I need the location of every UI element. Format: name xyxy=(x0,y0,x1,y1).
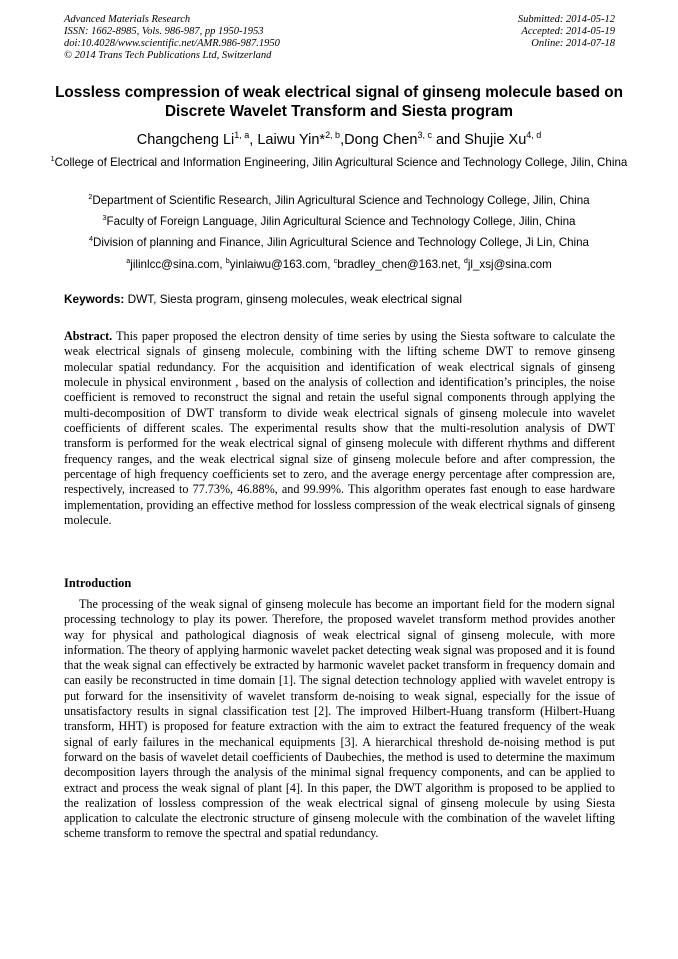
email-mark: a xyxy=(126,256,131,266)
email-mark: b xyxy=(225,256,230,266)
affiliation-number: 1 xyxy=(50,154,55,164)
affiliation-text: Department of Scientific Research, Jilin Agricultural Science and Technology College, Jilin, China xyxy=(92,194,590,207)
email-mark: d xyxy=(463,256,468,266)
email: bradley_chen@163.net, xyxy=(337,258,464,271)
author-name: Dong Chen xyxy=(344,132,418,148)
author-list xyxy=(40,131,638,149)
email: jl_xsj@sina.com xyxy=(467,258,552,271)
email: jilinlcc@sina.com, xyxy=(130,258,226,271)
paper-title: Lossless compression of weak electrical signal of ginseng molecule based on Discrete Wavelet Transform and Siesta program xyxy=(55,84,623,120)
affiliation-text: Division of planning and Finance, Jilin Agricultural Science and Technology College, Ji Lin, China xyxy=(92,236,590,249)
author-separator: , xyxy=(340,132,345,148)
affiliation xyxy=(40,214,638,230)
accepted-date: Accepted: 2014-05-19 xyxy=(521,26,615,37)
author-affiliation-mark: 4, d xyxy=(526,130,542,141)
email: yinlaiwu@163.com, xyxy=(229,258,334,271)
email-mark: c xyxy=(333,256,338,266)
introduction-paragraph: The processing of the weak signal of ginseng molecule has become an important field for the modern signal processing technology to play its power. Therefore, the proposed wavelet transform method provides another way for physical and pathological diagnosis of weak electrical signal of ginseng molecule, with more information. The theory of applying harmonic wavelet packet detecting weak signal was proposed and it is found that the weak signal can effectively be extracted by harmonic wavelet packet transform in frequency domain and can easily be reconstructed in time domain [1]. The signal detection technology applied with wavelet entropy is put forward for the insensitivity of wavelet transform de-noising to weak signal, especially for the issue of unsatisfactory results in signal classification test [2]. The improved Hilbert-Huang transform (Hilbert-Huang transform, HHT) is proposed for feature extraction with the aim to extract the featured frequency of the weak signal of early failures in the mechanical equipments [3]. A hierarchical threshold de-noising method is put forward on the basis of wavelet detail coefficients of Daubechies, the method is used to determine the maximum decomposition layers through the analysis of the minimal signal frequency components, and can be applied to extract and process the weak signal of plant [4]. In this paper, the DWT algorithm is proposed to be applied to the realization of lossless compression of the weak electrical signal of ginseng molecule by using Siesta application to calculate the electronic structure of ginseng molecule with the combination of the wavelet lifting scheme transform to remove the spectral and spatial redundancy. xyxy=(64,597,615,841)
affiliation-text: Faculty of Foreign Language, Jilin Agricultural Science and Technology College, Jilin, China xyxy=(106,215,576,228)
submitted-date: Submitted: 2014-05-12 xyxy=(517,14,615,25)
author-name: Shujie Xu xyxy=(464,132,527,148)
author-name: Laiwu Yin* xyxy=(257,132,326,148)
issn-line: ISSN: 1662-8985, Vols. 986-987, pp 1950-1953 xyxy=(64,26,264,37)
copyright-line: © 2014 Trans Tech Publications Ltd, Switzerland xyxy=(64,50,272,61)
author-separator: , xyxy=(249,132,258,148)
affiliation xyxy=(40,235,638,251)
keywords xyxy=(64,291,615,307)
author-affiliation-mark: 2, b xyxy=(325,130,341,141)
journal-name: Advanced Materials Research xyxy=(64,14,191,25)
section-heading-introduction: Introduction xyxy=(64,576,132,590)
author-separator: and xyxy=(431,132,465,148)
affiliation-text: College of Electrical and Information Engineering, Jilin Agricultural Science and Technology College, Jilin, China xyxy=(54,156,628,169)
journal-info xyxy=(64,14,280,62)
abstract xyxy=(64,329,615,528)
affiliation-number: 3 xyxy=(102,213,107,223)
keywords-text: DWT, Siesta program, ginseng molecules, weak electrical signal xyxy=(124,292,462,306)
abstract-label: Abstract. xyxy=(64,329,113,343)
affiliation-number: 4 xyxy=(88,234,93,244)
online-date: Online: 2014-07-18 xyxy=(531,38,615,49)
doi-line: doi:10.4028/www.scientific.net/AMR.986-987.1950 xyxy=(64,38,280,49)
author-affiliation-mark: 1, a xyxy=(234,130,250,141)
author-emails xyxy=(40,257,638,273)
affiliation xyxy=(40,193,638,209)
author-name: Changcheng Li xyxy=(136,132,235,148)
affiliation-number: 2 xyxy=(88,192,93,202)
affiliation xyxy=(40,155,638,171)
keywords-label: Keywords: xyxy=(64,292,125,306)
abstract-text: This paper proposed the electron density of time series by using the Siesta software to calculate the weak electrical signals of ginseng molecule, combining with the lifting scheme DWT to remove ginseng molecular spatial redundancy. For the acquisition and identification of weak electrical signals of ginseng molecule in physical environment , based on the analysis of collection and identification’s principles, the noise coefficient is removed to reconstruct the signal and retain the useful signal components through applying the multi-decomposition of DWT transform to divide weak electrical signals of ginseng molecule into wavelet coefficients of different scales. The experimental results show that the multi-resolution analysis of DWT transform is performed for the weak electrical signal of ginseng molecule with different rhythms and different frequency ranges, and the weak electrical signal size of ginseng molecule before and after compression, the percentage of high frequency coefficients set to zero, and the average energy percentage after compression are, respectively, increased to 77.73%, 46.88%, and 99.99%. This algorithm operates fast enough to ease hardware implementation, providing an effective method for lossless compression of the weak electrical signals of ginseng molecule. xyxy=(64,329,615,528)
submission-dates xyxy=(518,14,615,50)
author-affiliation-mark: 3, c xyxy=(417,130,432,141)
